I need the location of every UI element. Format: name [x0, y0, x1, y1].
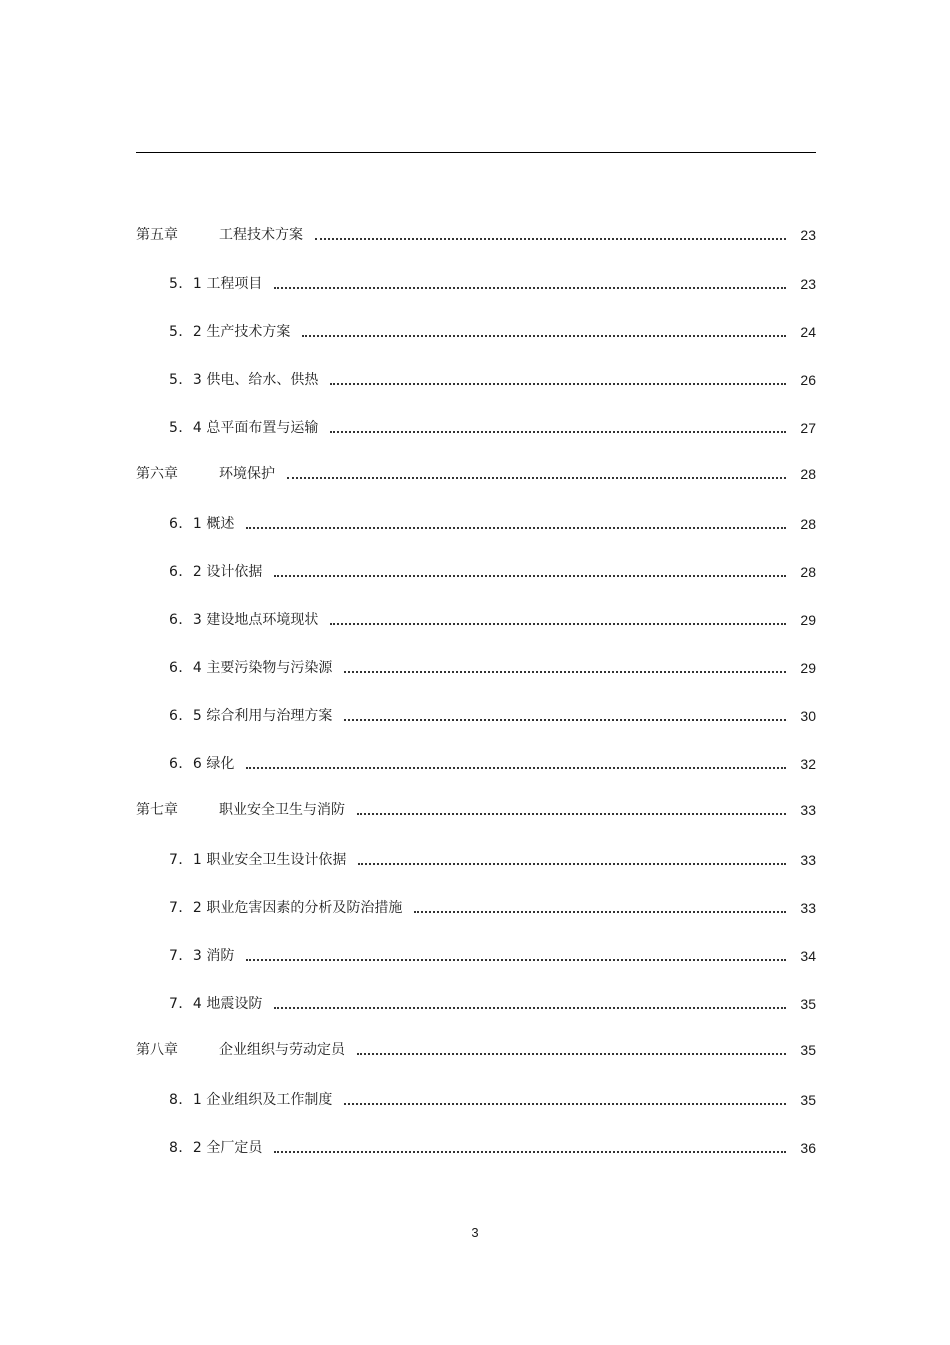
toc-entry-number: 5．4: [169, 420, 203, 436]
toc-entry-number: 第六章: [136, 466, 178, 482]
toc-entry-title: 概述: [206, 516, 235, 532]
toc-leader-dots: [274, 287, 786, 289]
toc-entry-page: 29: [800, 660, 816, 676]
toc-entry-chapter-6[interactable]: [136, 461, 816, 483]
toc-entry-section[interactable]: [136, 367, 816, 389]
toc-entry-section[interactable]: [136, 847, 816, 869]
toc-leader-dots: [344, 1103, 786, 1105]
toc-entry-page: 24: [800, 324, 816, 340]
toc-entry-section[interactable]: [136, 607, 816, 629]
toc-entry-chapter-7[interactable]: [136, 797, 816, 819]
toc-entry-page: 23: [800, 227, 816, 243]
toc-entry-section[interactable]: [136, 991, 816, 1013]
toc-entry-title: 消防: [206, 948, 235, 964]
toc-leader-dots: [414, 911, 786, 913]
toc-leader-dots: [358, 863, 786, 865]
toc-entry-page: 34: [800, 948, 816, 964]
toc-entry-page: 27: [800, 420, 816, 436]
toc-entry-title: 职业安全卫生设计依据: [206, 852, 347, 868]
toc-leader-dots: [330, 383, 786, 385]
toc-leader-dots: [287, 477, 786, 479]
toc-entry-page: 33: [800, 900, 816, 916]
toc-entry-section[interactable]: [136, 1135, 816, 1157]
toc-entry-section[interactable]: [136, 751, 816, 773]
toc-entry-page: 35: [800, 1042, 816, 1058]
toc-entry-number: 8．1: [169, 1092, 203, 1108]
toc-leader-dots: [344, 671, 786, 673]
toc-entry-title: 环境保护: [219, 466, 275, 482]
toc-entry-title: 地震设防: [206, 996, 263, 1012]
toc-entry-title: 设计依据: [206, 564, 263, 580]
toc-leader-dots: [274, 1151, 786, 1153]
toc-entry-section[interactable]: [136, 559, 816, 581]
toc-leader-dots: [274, 575, 786, 577]
toc-entry-number: 6．6: [169, 756, 203, 772]
toc-entry-page: 23: [800, 276, 816, 292]
toc-entry-number: 7．3: [169, 948, 203, 964]
toc-entry-page: 30: [800, 708, 816, 724]
toc-entry-page: 28: [800, 466, 816, 482]
toc-entry-page: 35: [800, 1092, 816, 1108]
toc-entry-title: 职业安全卫生与消防: [219, 802, 345, 818]
toc-entry-page: 35: [800, 996, 816, 1012]
toc-entry-number: 7．1: [169, 852, 203, 868]
toc-entry-chapter-5[interactable]: [136, 222, 816, 244]
toc-entry-number: 5．2: [169, 324, 203, 340]
toc-entry-title: 供电、给水、供热: [206, 372, 319, 388]
toc-entry-number: 6．1: [169, 516, 203, 532]
toc-entry-title: 职业危害因素的分析及防治措施: [206, 900, 403, 916]
toc-leader-dots: [246, 959, 786, 961]
toc-entry-section[interactable]: [136, 655, 816, 677]
toc-leader-dots: [315, 238, 786, 240]
toc-entry-page: 36: [800, 1140, 816, 1156]
toc-entry-section[interactable]: [136, 703, 816, 725]
toc-entry-number: 5．1: [169, 276, 203, 292]
toc-entry-number: 6．3: [169, 612, 203, 628]
toc-entry-page: 33: [800, 802, 816, 818]
toc-leader-dots: [357, 813, 786, 815]
toc-entry-title: 生产技术方案: [206, 324, 291, 340]
toc-entry-chapter-8[interactable]: [136, 1037, 816, 1059]
toc-entry-section[interactable]: [136, 1087, 816, 1109]
toc-entry-section[interactable]: [136, 415, 816, 437]
page-number: 3: [471, 1225, 479, 1240]
toc-entry-page: 26: [800, 372, 816, 388]
toc-entry-title: 建设地点环境现状: [206, 612, 319, 628]
toc-entry-number: 第五章: [136, 227, 178, 243]
toc-entry-number: 7．4: [169, 996, 203, 1012]
toc-entry-page: 28: [800, 564, 816, 580]
toc-entry-title: 全厂定员: [206, 1140, 263, 1156]
toc-entry-number: 第七章: [136, 802, 178, 818]
toc-entry-number: 7．2: [169, 900, 203, 916]
toc-entry-section[interactable]: [136, 895, 816, 917]
toc-entry-page: 33: [800, 852, 816, 868]
toc-leader-dots: [246, 767, 786, 769]
toc-entry-title: 综合利用与治理方案: [206, 708, 333, 724]
toc-entry-section[interactable]: [136, 943, 816, 965]
toc-leader-dots: [344, 719, 786, 721]
toc-leader-dots: [357, 1053, 786, 1055]
toc-entry-page: 28: [800, 516, 816, 532]
toc-entry-title: 总平面布置与运输: [206, 420, 319, 436]
toc-entry-title: 工程项目: [206, 276, 263, 292]
toc-entry-number: 5．3: [169, 372, 203, 388]
toc-entry-number: 6．5: [169, 708, 203, 724]
toc-leader-dots: [330, 623, 786, 625]
toc-entry-page: 29: [800, 612, 816, 628]
toc-leader-dots: [330, 431, 786, 433]
toc-entry-section[interactable]: [136, 511, 816, 533]
toc-entry-title: 企业组织与劳动定员: [219, 1042, 345, 1058]
toc-entry-title: 企业组织及工作制度: [206, 1092, 333, 1108]
toc-entry-number: 第八章: [136, 1042, 178, 1058]
toc-entry-number: 6．2: [169, 564, 203, 580]
toc-leader-dots: [302, 335, 786, 337]
toc-entry-number: 8．2: [169, 1140, 203, 1156]
toc-leader-dots: [246, 527, 786, 529]
toc-entry-section[interactable]: [136, 271, 816, 293]
toc-entry-number: 6．4: [169, 660, 203, 676]
toc-entry-title: 主要污染物与污染源: [206, 660, 333, 676]
toc-entry-title: 工程技术方案: [219, 227, 303, 243]
toc-entry-section[interactable]: [136, 319, 816, 341]
toc-entry-title: 绿化: [206, 756, 235, 772]
toc-leader-dots: [274, 1007, 786, 1009]
toc-entry-page: 32: [800, 756, 816, 772]
